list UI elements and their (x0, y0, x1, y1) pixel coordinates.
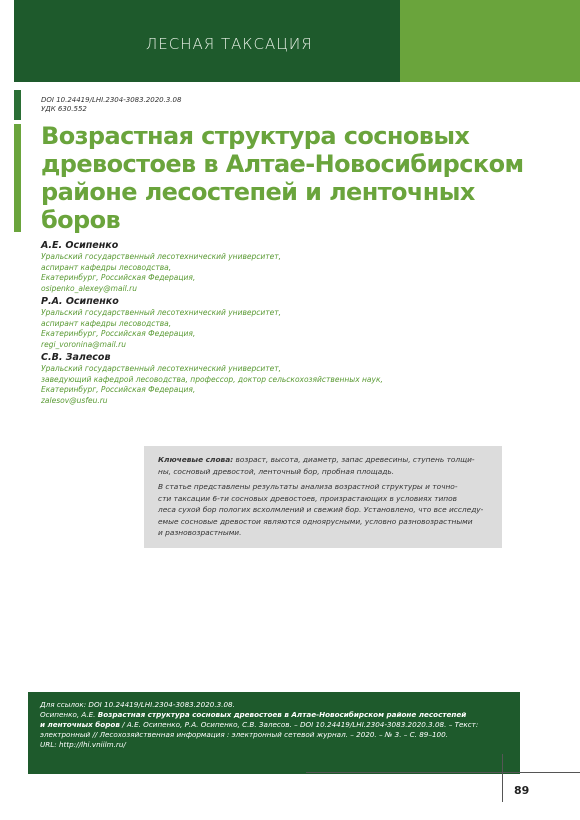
author-entry (41, 240, 521, 294)
abstract-line: В статье представлены результаты анализа возрастной структуры и точно- (158, 482, 458, 491)
abstract-line: леса сухой бор пологих всхолмлений и свежий бор. Установлено, что все исследу- (158, 505, 484, 514)
doi-label: DOI 10.24419/LHI.2304-3083.2020.3.08 (41, 96, 182, 104)
section-title: ЛЕСНАЯ ТАКСАЦИЯ (146, 35, 313, 53)
abstract-line: емые сосновые древостои являются одноярусными, условно разновозрастными (158, 516, 473, 526)
citation-url[interactable]: URL: http://lhi.vniilm.ru/ (40, 740, 126, 749)
citation-box (28, 692, 520, 774)
citation-title: Возрастная структура сосновых древостоев в Алтае-Новосибирском районе лесостепей (97, 710, 467, 719)
abstract-line: сти таксации 6-ти сосновых древостоев, произрастающих в условиях типов (158, 493, 457, 503)
affiliation-line: Уральский государственный лесотехнический университет, (41, 308, 281, 317)
page-number-divider (502, 754, 503, 802)
citation-title: и ленточных боров (40, 720, 120, 729)
citation-line: электронный // Лесохозяйственная информация : электронный сетевой журнал. – 2020. – № 3. – С. 89–100. (40, 730, 448, 739)
affiliation-line: заведующий кафедрой лесоводства, профессор, доктор сельскохозяйственных наук, (41, 374, 383, 384)
title-line: древостоев в Алтае-Новосибирском (41, 150, 524, 178)
left-rule-main (14, 124, 21, 232)
affiliation-line: Екатеринбург, Российская Федерация, (41, 385, 196, 394)
author-email[interactable]: zalesov@usfeu.ru (41, 395, 108, 405)
keywords (158, 454, 492, 477)
title-line: районе лесостепей и ленточных боров (41, 178, 475, 234)
title-line: Возрастная структура сосновых (41, 122, 470, 150)
footer-rule (306, 772, 580, 773)
author-name: Р.А. Осипенко (41, 296, 119, 307)
authors-block (41, 240, 521, 408)
citation-text (40, 700, 510, 750)
affiliation-line: Екатеринбург, Российская Федерация, (41, 329, 196, 338)
author-name: А.Е. Осипенко (41, 240, 119, 251)
author-entry (41, 296, 521, 350)
affiliation-line: Уральский государственный лесотехнический университет, (41, 364, 281, 373)
citation-line: Для ссылок: DOI 10.24419/LHI.2304-3083.2020.3.08. (40, 700, 235, 709)
article-title (41, 122, 541, 234)
left-rule-top (14, 90, 21, 120)
affiliation-line: Уральский государственный лесотехнический университет, (41, 252, 281, 261)
affiliation-line: аспирант кафедры лесоводства, (41, 262, 172, 272)
udk-label: УДК 630.552 (41, 105, 87, 113)
author-email[interactable]: osipenko_alexey@mail.ru (41, 283, 137, 293)
abstract-box (144, 446, 502, 548)
citation-author: Осипенко, А.Е. (40, 710, 98, 719)
author-name: С.В. Залесов (41, 352, 111, 363)
abstract-text (158, 481, 492, 539)
author-email[interactable]: regi_voronina@mail.ru (41, 339, 126, 349)
keywords-label: Ключевые слова: (158, 455, 234, 464)
abstract-line: и разновозрастными. (158, 528, 242, 537)
affiliation-line: Екатеринбург, Российская Федерация, (41, 273, 196, 282)
citation-line: / А.Е. Осипенко, Р.А. Осипенко, С.В. Залесов. – DOI 10.24419/LHI.2304-3083.2020.3.08. – Текст: (119, 720, 479, 729)
abstract-content (158, 454, 492, 539)
author-entry (41, 352, 521, 406)
header-accent (400, 0, 580, 82)
keywords-text: возраст, высота, диаметр, запас древесины, ступень толщи- (235, 455, 475, 464)
page-number: 89 (514, 784, 530, 797)
keywords-text: ны, сосновый древостой, ленточный бор, пробная площадь. (158, 466, 395, 476)
affiliation-line: аспирант кафедры лесоводства, (41, 318, 172, 328)
